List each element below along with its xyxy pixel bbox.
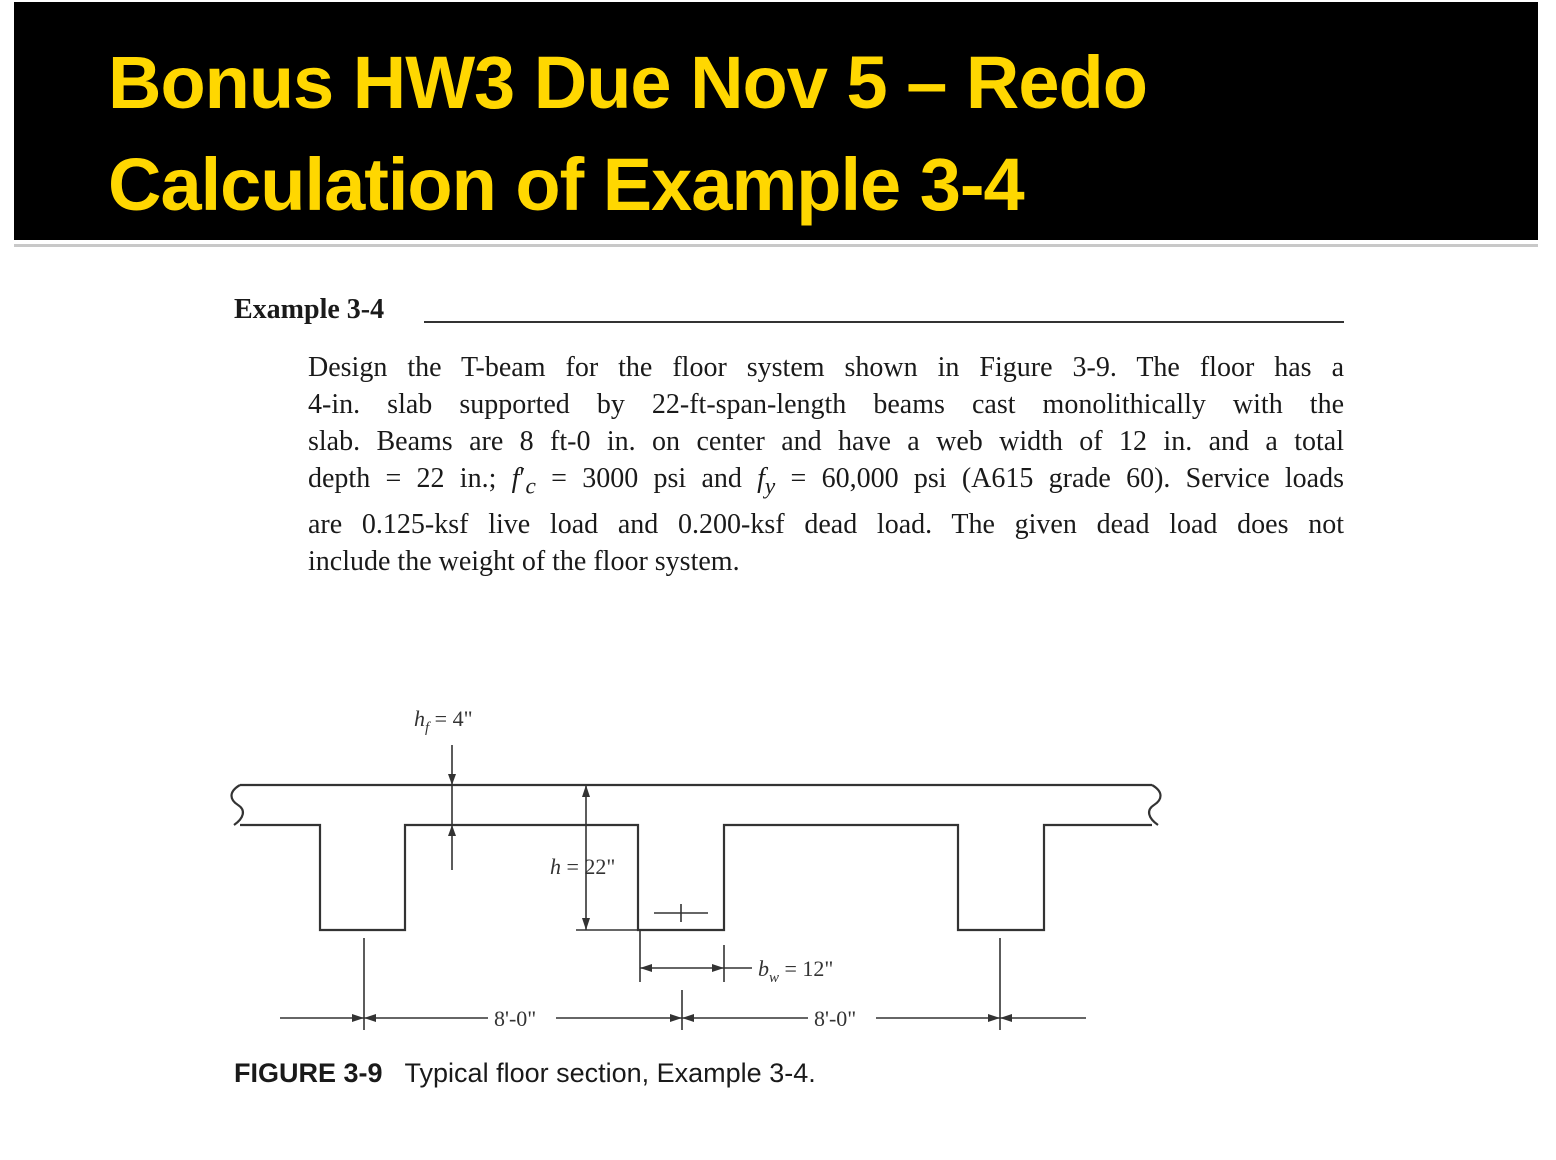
bw-arrow-left: [640, 964, 652, 972]
bw-arrow-right: [712, 964, 724, 972]
left-break-line: [232, 785, 243, 825]
spacing-arrow-3: [670, 1014, 682, 1022]
example-heading: Example 3-4: [234, 294, 385, 325]
h-symbol: h: [550, 854, 561, 879]
fy-subscript: y: [764, 473, 776, 500]
spacing-label-right: 8'-0": [814, 1006, 857, 1031]
problem-line-4: depth = 22 in.; $f'_c = 3000$ psi and $f_y = 60,000$ psi (A615 grade 60). Service loads: [308, 463, 1344, 500]
hf-arrow-up: [448, 825, 456, 836]
fc-symbol: f: [511, 463, 520, 494]
fy-symbol: f: [757, 463, 765, 494]
h-label: [550, 854, 615, 879]
spacing-arrow-5: [988, 1014, 1000, 1022]
fc-subscript: c: [525, 473, 536, 500]
bw-value: = 12": [779, 956, 834, 981]
line4-part-c: = 60,000 psi (A615 grade 60). Service loads: [775, 463, 1344, 494]
right-break-line: [1149, 785, 1160, 825]
hf-arrow-down: [448, 774, 456, 785]
spacing-arrow-2: [364, 1014, 376, 1022]
h-value: = 22": [561, 854, 616, 879]
hf-value: = 4": [429, 706, 473, 731]
t-beam-section-outline: [240, 785, 1152, 930]
hf-symbol: h: [414, 706, 425, 731]
bw-subscript: w: [769, 970, 780, 986]
bw-label: [758, 956, 833, 986]
problem-line-5: are 0.125-ksf live load and 0.200-ksf dead load. The given dead load does not: [308, 508, 1344, 540]
hf-label: [414, 706, 473, 736]
figure-caption-text: Typical floor section, Example 3-4.: [404, 1058, 816, 1088]
figure-number: FIGURE 3-9: [234, 1058, 383, 1088]
spacing-arrow-1: [352, 1014, 364, 1022]
problem-line-1: Design the T-beam for the floor system shown in Figure 3-9. The floor has a: [308, 352, 1344, 383]
line4-part-a: depth = 22 in.;: [308, 463, 512, 494]
spacing-arrow-6: [1000, 1014, 1012, 1022]
spacing-label-left: 8'-0": [494, 1006, 537, 1031]
slide-title-line-1: Bonus HW3 Due Nov 5 – Redo: [108, 41, 1147, 124]
bw-symbol: b: [758, 956, 769, 981]
h-arrow-up: [582, 785, 590, 797]
problem-line-3: slab. Beams are 8 ft-0 in. on center and have a web width of 12 in. and a total: [308, 426, 1344, 457]
figure-caption: [234, 1058, 816, 1089]
slide-title-line-2: Calculation of Example 3-4: [108, 143, 1024, 226]
problem-line-2: 4-in. slab supported by 22-ft-span-length beams cast monolithically with the: [308, 389, 1344, 420]
spacing-arrow-4: [682, 1014, 694, 1022]
h-arrow-down: [582, 918, 590, 930]
problem-line-6: include the weight of the floor system.: [308, 545, 740, 577]
line4-part-b: = 3000 psi and: [535, 463, 758, 494]
hf-subscript: f: [425, 720, 430, 736]
